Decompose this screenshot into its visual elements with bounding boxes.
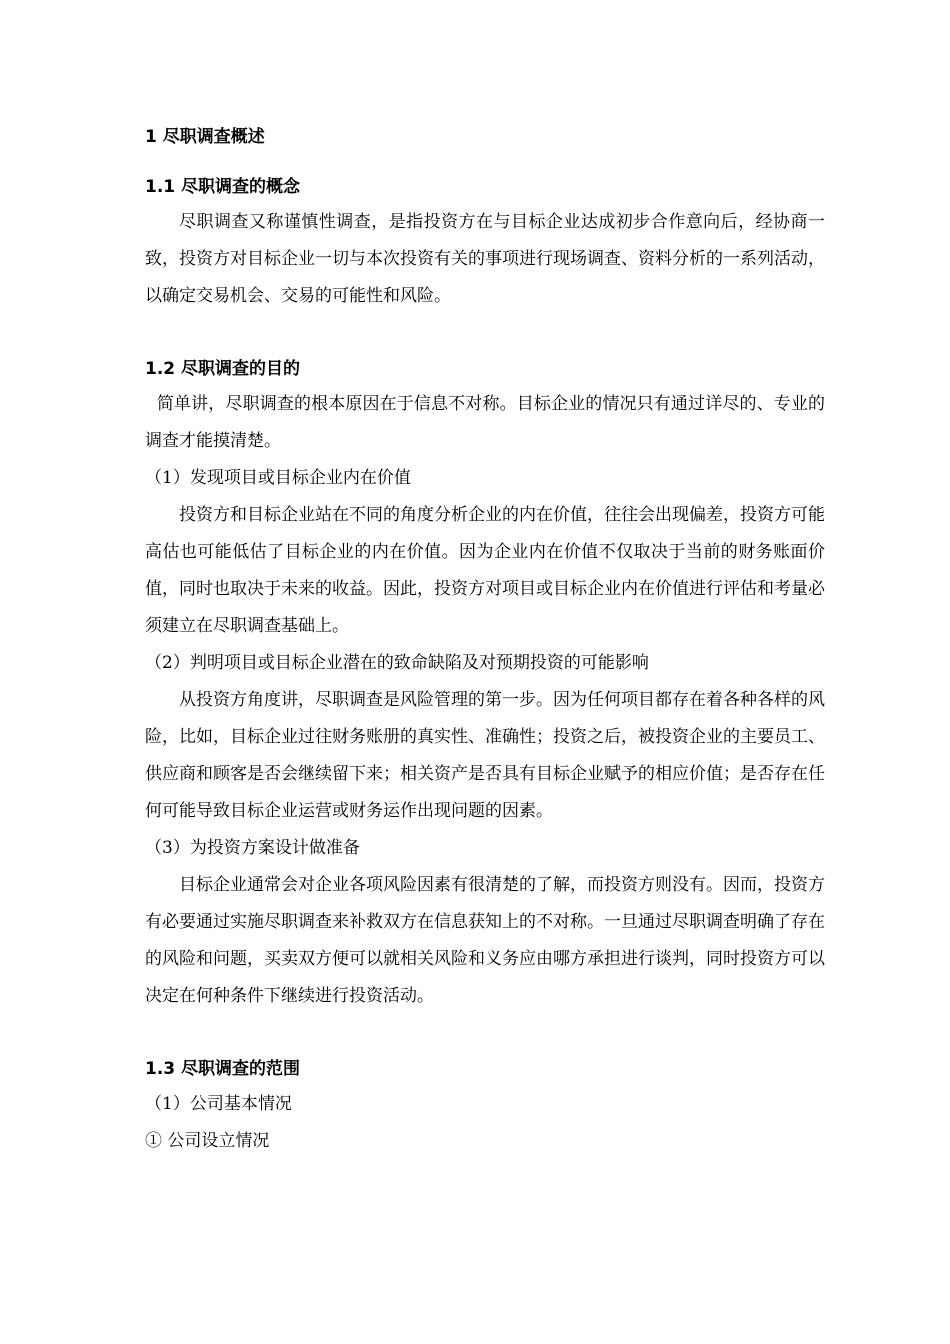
section-1-2-item-1-title: （1）发现项目或目标企业内在价值	[145, 468, 411, 488]
heading-1: 1 尽职调查概述	[145, 127, 265, 147]
section-1-1-paragraph: 尽职调查又称谨慎性调查，是指投资方在与目标企业达成初步合作意向后，经协商一致，投资方对目标企业一切与本次投资有关的事项进行现场调查、资料分析的一系列活动，以确定交易机会、交易的可能性和风险。	[145, 212, 825, 306]
section-1-3-item-1-title: （1）公司基本情况	[145, 1094, 292, 1114]
section-1-2-item-1-text: 投资方和目标企业站在不同的角度分析企业的内在价值，往往会出现偏差，投资方可能高估也可能低估了目标企业的内在价值。因为企业内在价值不仅取决于当前的财务账面价值，同时也取决于未来的收益。因此，投资方对项目或目标企业内在价值进行评估和考量必须建立在尽职调查基础上。	[145, 505, 825, 636]
section-1-3-title: 1.3 尽职调查的范围	[145, 1059, 301, 1079]
spacer	[145, 1015, 825, 1052]
document-body	[145, 120, 825, 1160]
section-1-2-item-2-text: 从投资方角度讲，尽职调查是风险管理的第一步。因为任何项目都存在着各种各样的风险，比如，目标企业过往财务账册的真实性、准确性；投资之后，被投资企业的主要员工、供应商和顾客是否会继续留下来；相关资产是否具有目标企业赋予的相应价值；是否存在任何可能导致目标企业运营或财务运作出现问题的因素。	[145, 690, 825, 821]
section-1-2-title: 1.2 尽职调查的目的	[145, 359, 301, 379]
section-1-2-item-3-title: （3）为投资方案设计做准备	[145, 838, 360, 858]
section-1-2-item-3-text: 目标企业通常会对企业各项风险因素有很清楚的了解，而投资方则没有。因而，投资方有必要通过实施尽职调查来补救双方在信息获知上的不对称。一旦通过尽职调查明确了存在的风险和问题，买卖双方便可以就相关风险和义务应由哪方承担进行谈判，同时投资方可以决定在何种条件下继续进行投资活动。	[145, 875, 825, 1006]
section-1-2-intro: 简单讲，尽职调查的根本原因在于信息不对称。目标企业的情况只有通过详尽的、专业的调查才能摸清楚。	[145, 394, 825, 451]
section-1-3-sub-item-1: ① 公司设立情况	[145, 1131, 270, 1151]
section-1-2-item-2-title: （2）判明项目或目标企业潜在的致命缺陷及对预期投资的可能影响	[145, 653, 649, 673]
spacer	[145, 315, 825, 352]
section-1-1-title: 1.1 尽职调查的概念	[145, 177, 301, 197]
